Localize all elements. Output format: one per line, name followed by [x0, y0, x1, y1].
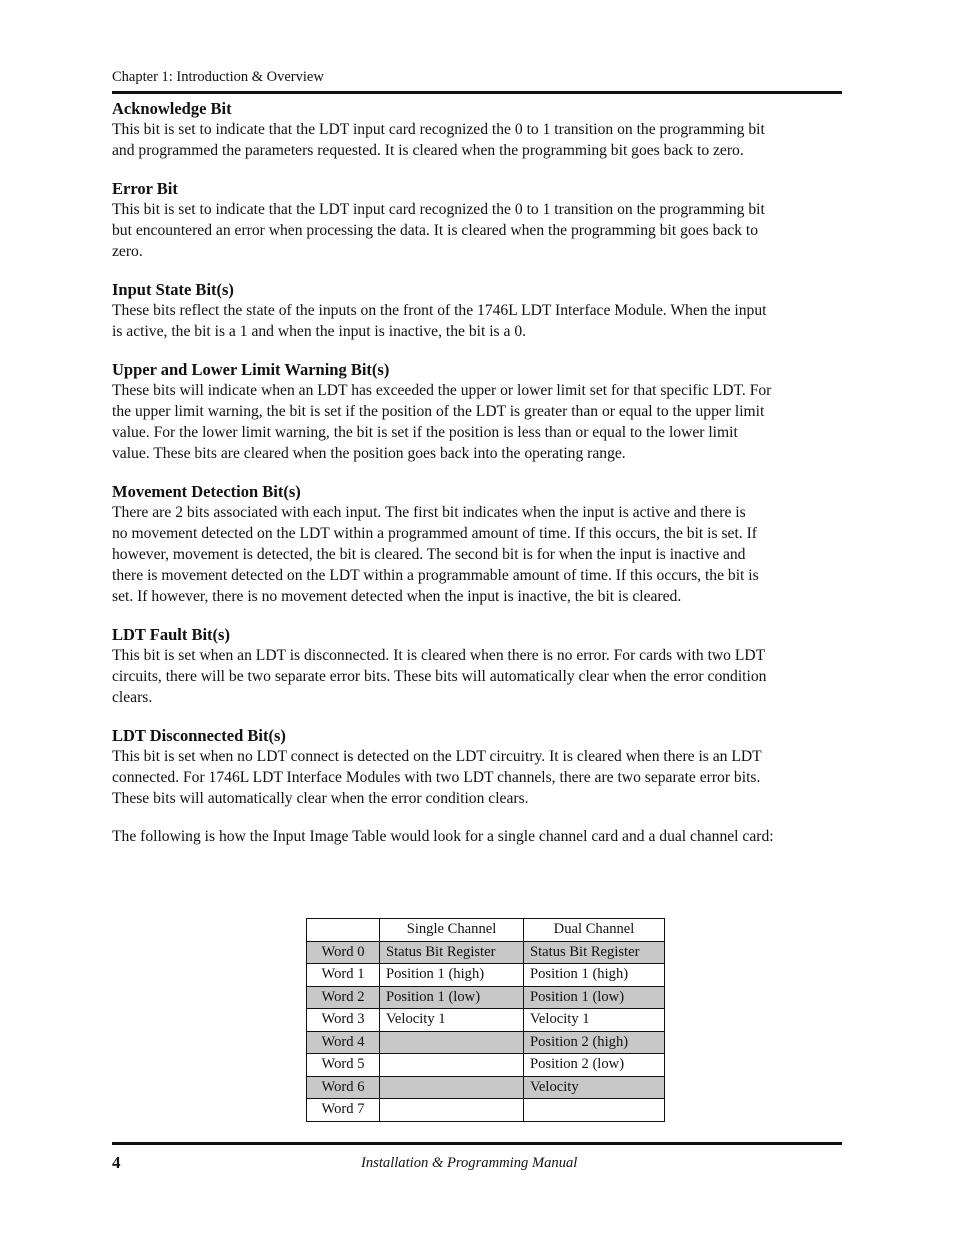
section [112, 98, 842, 161]
body-line: These bits will indicate when an LDT has exceeded the upper or lower limit set for that specific LDT. For [112, 382, 772, 399]
body-line: This bit is set when no LDT connect is detected on the LDT circuitry. It is cleared when there is an LDT [112, 748, 762, 765]
section-body [112, 645, 842, 708]
section [112, 279, 842, 342]
body-line: This bit is set when an LDT is disconnected. It is cleared when there is no error. For cards with two LDT [112, 647, 766, 664]
word-cell: Word 3 [307, 1009, 380, 1032]
table-header-row [307, 919, 665, 942]
footer-rule [112, 1142, 842, 1145]
dual-channel-cell: Position 1 (high) [524, 964, 665, 987]
body-line: This bit is set to indicate that the LDT input card recognized the 0 to 1 transition on the programming bit [112, 201, 765, 218]
table-row [307, 1099, 665, 1122]
body-line: zero. [112, 243, 143, 260]
body-line: value. These bits are cleared when the position goes back into the operating range. [112, 445, 626, 462]
section-heading: Upper and Lower Limit Warning Bit(s) [112, 360, 390, 379]
section-body [112, 502, 842, 607]
page-content [112, 98, 842, 847]
header-rule [112, 91, 842, 94]
table-row [307, 1009, 665, 1032]
dual-channel-cell: Status Bit Register [524, 941, 665, 964]
section-body [112, 300, 842, 342]
section [112, 481, 842, 607]
table-header-dual: Dual Channel [524, 919, 665, 942]
word-cell: Word 6 [307, 1076, 380, 1099]
section-heading: Movement Detection Bit(s) [112, 482, 301, 501]
table-row [307, 986, 665, 1009]
single-channel-cell [380, 1054, 524, 1077]
body-line: There are 2 bits associated with each input. The first bit indicates when the input is active and there is [112, 504, 746, 521]
table-row [307, 1054, 665, 1077]
body-line: is active, the bit is a 1 and when the input is inactive, the bit is a 0. [112, 323, 527, 340]
body-line: but encountered an error when processing the data. It is cleared when the programming bit goes back to [112, 222, 759, 239]
body-line: however, movement is detected, the bit is cleared. The second bit is for when the input is inactive and [112, 546, 746, 563]
word-cell: Word 0 [307, 941, 380, 964]
single-channel-cell [380, 1031, 524, 1054]
section [112, 725, 842, 809]
body-line: there is movement detected on the LDT within a programmable amount of time. If this occurs, the bit is [112, 567, 759, 584]
body-line: and programmed the parameters requested. It is cleared when the programming bit goes back to zero. [112, 142, 744, 159]
table-body [307, 941, 665, 1121]
body-line: the upper limit warning, the bit is set if the position of the LDT is greater than or equal to the upper limit [112, 403, 765, 420]
single-channel-cell [380, 1099, 524, 1122]
section-heading: Input State Bit(s) [112, 280, 234, 299]
word-cell: Word 1 [307, 964, 380, 987]
page-number: 4 [112, 1153, 121, 1172]
single-channel-cell [380, 1076, 524, 1099]
single-channel-cell: Position 1 (high) [380, 964, 524, 987]
body-line: set. If however, there is no movement detected when the input is inactive, the bit is cleared. [112, 588, 682, 605]
table-row [307, 1031, 665, 1054]
body-line: These bits will automatically clear when the error condition clears. [112, 790, 529, 807]
dual-channel-cell: Velocity [524, 1076, 665, 1099]
dual-channel-cell: Velocity 1 [524, 1009, 665, 1032]
word-cell: Word 2 [307, 986, 380, 1009]
section-heading: LDT Fault Bit(s) [112, 625, 230, 644]
dual-channel-cell [524, 1099, 665, 1122]
section-body [112, 119, 842, 161]
single-channel-cell: Position 1 (low) [380, 986, 524, 1009]
body-line: This bit is set to indicate that the LDT input card recognized the 0 to 1 transition on the programming bit [112, 121, 765, 138]
single-channel-cell: Velocity 1 [380, 1009, 524, 1032]
table-row [307, 1076, 665, 1099]
section-body [112, 380, 842, 464]
body-line: connected. For 1746L LDT Interface Modules with two LDT channels, there are two separate error bits. [112, 769, 761, 786]
table-header-single: Single Channel [380, 919, 524, 942]
section-body [112, 746, 842, 809]
section [112, 624, 842, 708]
body-line: circuits, there will be two separate error bits. These bits will automatically clear when the error condition [112, 668, 767, 685]
section-heading: LDT Disconnected Bit(s) [112, 726, 286, 745]
body-line: These bits reflect the state of the inputs on the front of the 1746L LDT Interface Module. When the input [112, 302, 767, 319]
sections-container [112, 98, 842, 809]
input-image-table [306, 918, 665, 1122]
single-channel-cell: Status Bit Register [380, 941, 524, 964]
word-cell: Word 5 [307, 1054, 380, 1077]
word-cell: Word 7 [307, 1099, 380, 1122]
word-cell: Word 4 [307, 1031, 380, 1054]
table-header-blank [307, 919, 380, 942]
dual-channel-cell: Position 2 (low) [524, 1054, 665, 1077]
dual-channel-cell: Position 1 (low) [524, 986, 665, 1009]
body-line: value. For the lower limit warning, the bit is set if the position is less than or equal to the lower limit [112, 424, 738, 441]
section-heading: Error Bit [112, 179, 178, 198]
chapter-header: Chapter 1: Introduction & Overview [112, 69, 324, 85]
section [112, 359, 842, 464]
section [112, 178, 842, 262]
section-body [112, 199, 842, 262]
dual-channel-cell: Position 2 (high) [524, 1031, 665, 1054]
table-row [307, 964, 665, 987]
table-intro: The following is how the Input Image Table would look for a single channel card and a dual channel card: [112, 828, 774, 845]
section-heading: Acknowledge Bit [112, 99, 232, 118]
body-line: no movement detected on the LDT within a programmed amount of time. If this occurs, the bit is set. If [112, 525, 757, 542]
footer-title: Installation & Programming Manual [361, 1155, 578, 1171]
table-row [307, 941, 665, 964]
body-line: clears. [112, 689, 153, 706]
